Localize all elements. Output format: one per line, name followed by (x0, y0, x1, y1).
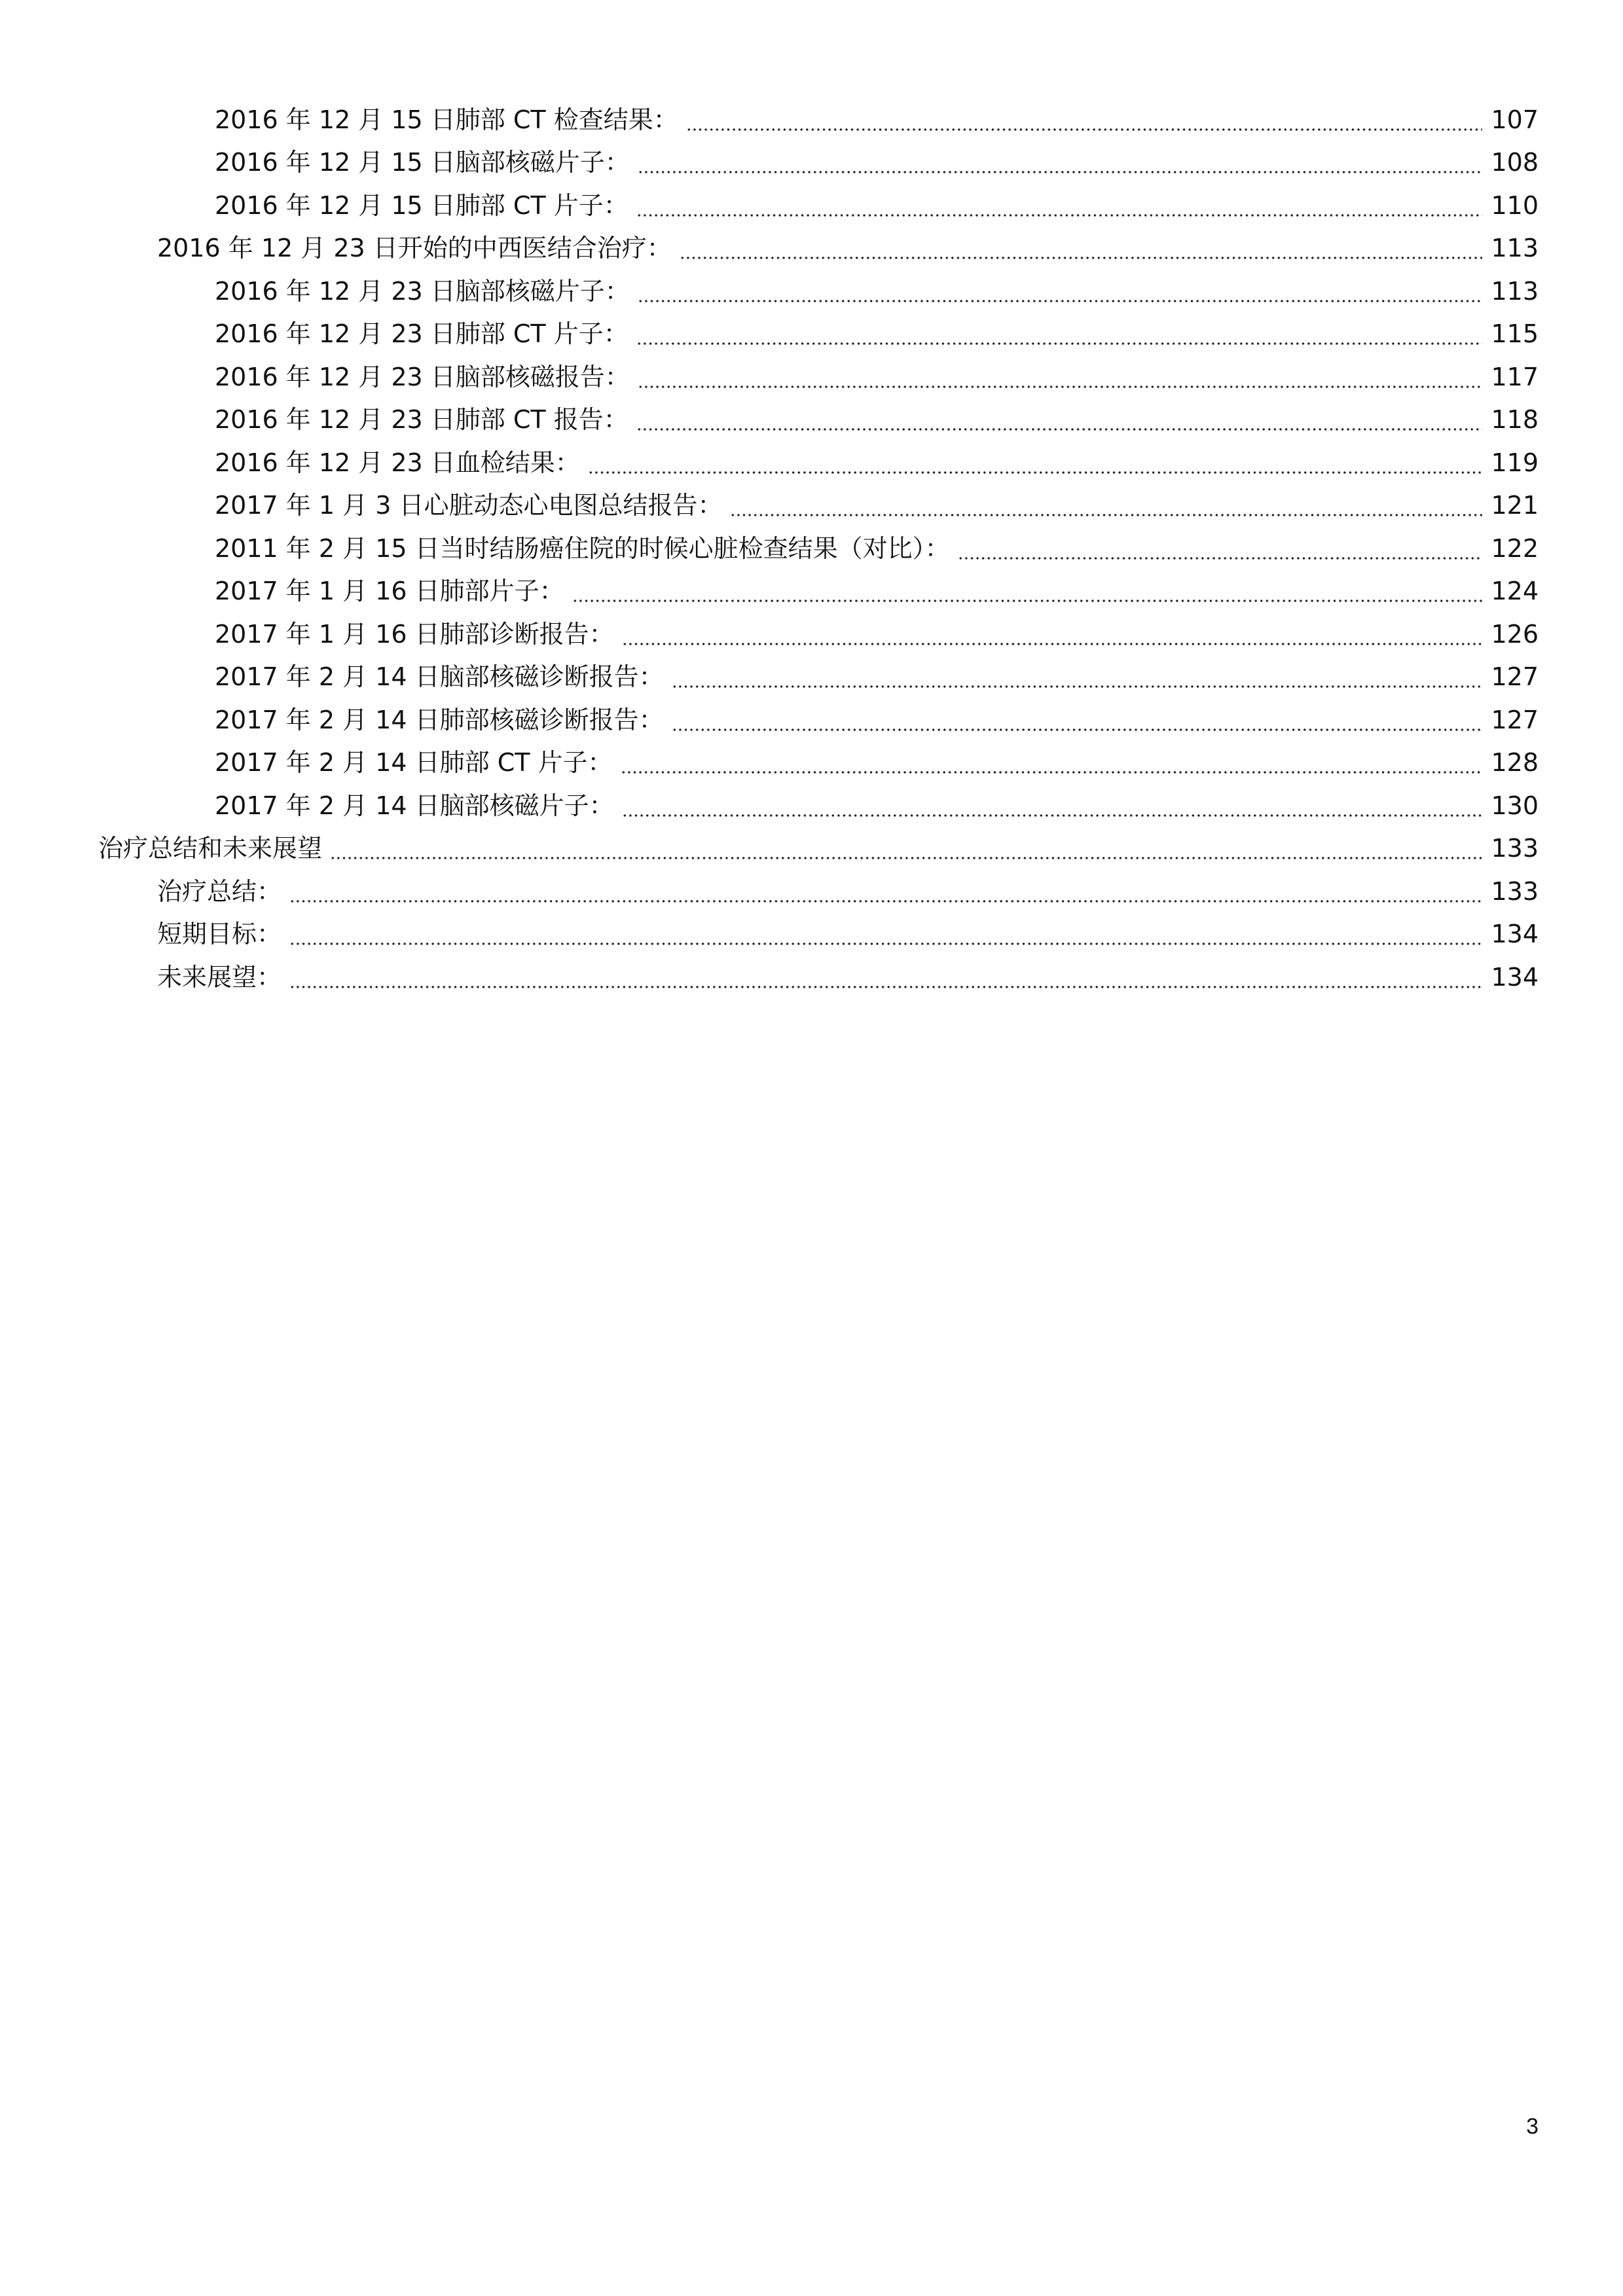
toc-entry-title: 2016 年 12 月 23 日血检结果： (215, 448, 580, 477)
toc-entry-page: 119 (1491, 448, 1539, 477)
dot-leader (330, 836, 1482, 861)
toc-entry[interactable] (0, 956, 1623, 999)
toc-entry[interactable] (0, 742, 1623, 785)
page-number: 3 (1526, 2114, 1539, 2139)
toc-entry-page: 134 (1491, 962, 1539, 992)
dot-leader (680, 236, 1482, 260)
toc-entry[interactable] (0, 870, 1623, 913)
toc-entry[interactable] (0, 270, 1623, 313)
dot-leader (636, 193, 1482, 218)
toc-entry[interactable] (0, 441, 1623, 484)
toc-entry-title: 2017 年 2 月 14 日脑部核磁片子： (215, 791, 614, 820)
toc-entry-title: 2017 年 2 月 14 日肺部核磁诊断报告： (215, 705, 664, 734)
toc-entry[interactable] (0, 827, 1623, 870)
toc-entry[interactable] (0, 184, 1623, 227)
dot-leader (588, 450, 1482, 475)
toc-entry[interactable] (0, 98, 1623, 141)
dot-leader (622, 793, 1482, 818)
toc-entry-title: 短期目标： (157, 920, 282, 949)
dot-leader (636, 407, 1482, 432)
toc-entry-page: 110 (1491, 190, 1539, 220)
toc-entry-page: 124 (1491, 577, 1539, 606)
dot-leader (672, 708, 1482, 732)
dot-leader (638, 279, 1482, 304)
toc-entry-title: 2016 年 12 月 23 日脑部核磁片子： (215, 276, 630, 306)
toc-entry-page: 133 (1491, 876, 1539, 906)
toc-entry[interactable] (0, 784, 1623, 827)
table-of-contents (0, 98, 1623, 999)
toc-entry-page: 113 (1491, 234, 1539, 263)
dot-leader (686, 107, 1482, 132)
dot-leader (289, 965, 1482, 990)
toc-entry[interactable] (0, 913, 1623, 956)
toc-entry-title: 2016 年 12 月 23 日肺部 CT 片子： (215, 319, 629, 349)
toc-entry[interactable] (0, 399, 1623, 442)
toc-entry[interactable] (0, 141, 1623, 185)
toc-entry-title: 2016 年 12 月 15 日脑部核磁片子： (215, 148, 630, 177)
toc-entry[interactable] (0, 227, 1623, 270)
toc-entry[interactable] (0, 313, 1623, 356)
toc-entry-title: 2017 年 1 月 16 日肺部片子： (215, 577, 564, 606)
dot-leader (730, 493, 1482, 518)
toc-entry-title: 2016 年 12 月 23 日开始的中西医结合治疗： (157, 234, 672, 263)
toc-entry-page: 113 (1491, 276, 1539, 306)
toc-entry-page: 121 (1491, 491, 1539, 520)
toc-entry[interactable] (0, 527, 1623, 570)
toc-entry[interactable] (0, 613, 1623, 656)
toc-entry-page: 133 (1491, 834, 1539, 863)
toc-entry-title: 2011 年 2 月 15 日当时结肠癌住院的时候心脏检查结果（对比）： (215, 533, 950, 563)
toc-entry[interactable] (0, 355, 1623, 399)
dot-leader (289, 922, 1482, 946)
dot-leader (958, 536, 1482, 561)
toc-entry-title: 2017 年 1 月 3 日心脏动态心电图总结报告： (215, 491, 723, 520)
toc-entry-title: 2017 年 1 月 16 日肺部诊断报告： (215, 619, 614, 649)
toc-entry-title: 2016 年 12 月 23 日肺部 CT 报告： (215, 405, 629, 435)
toc-entry[interactable] (0, 570, 1623, 613)
toc-entry-title: 2016 年 12 月 15 日肺部 CT 片子： (215, 190, 629, 220)
toc-entry[interactable] (0, 656, 1623, 699)
toc-entry-page: 115 (1491, 319, 1539, 349)
toc-entry[interactable] (0, 484, 1623, 528)
toc-entry-page: 128 (1491, 748, 1539, 778)
toc-entry-page: 127 (1491, 705, 1539, 734)
dot-leader (572, 579, 1482, 603)
toc-entry-page: 118 (1491, 405, 1539, 435)
toc-entry-page: 126 (1491, 619, 1539, 649)
toc-entry-page: 127 (1491, 662, 1539, 692)
toc-entry-page: 134 (1491, 920, 1539, 949)
dot-leader (672, 664, 1482, 689)
toc-entry-page: 108 (1491, 148, 1539, 177)
toc-entry-title: 2016 年 12 月 15 日肺部 CT 检查结果： (215, 105, 678, 134)
dot-leader (638, 150, 1482, 175)
dot-leader (289, 879, 1482, 904)
toc-entry-page: 122 (1491, 533, 1539, 563)
dot-leader (621, 750, 1482, 775)
dot-leader (622, 622, 1482, 647)
toc-entry-title: 2017 年 2 月 14 日脑部核磁诊断报告： (215, 662, 664, 692)
toc-entry-title: 未来展望： (157, 962, 282, 992)
toc-entry-title: 治疗总结： (157, 876, 282, 906)
dot-leader (636, 321, 1482, 346)
toc-entry-page: 107 (1491, 105, 1539, 134)
toc-entry-page: 117 (1491, 362, 1539, 391)
toc-entry-title: 2016 年 12 月 23 日脑部核磁报告： (215, 362, 630, 391)
dot-leader (638, 365, 1482, 389)
toc-entry-title: 2017 年 2 月 14 日肺部 CT 片子： (215, 748, 613, 778)
toc-entry[interactable] (0, 698, 1623, 742)
toc-entry-page: 130 (1491, 791, 1539, 820)
toc-entry-title: 治疗总结和未来展望 (98, 834, 323, 863)
